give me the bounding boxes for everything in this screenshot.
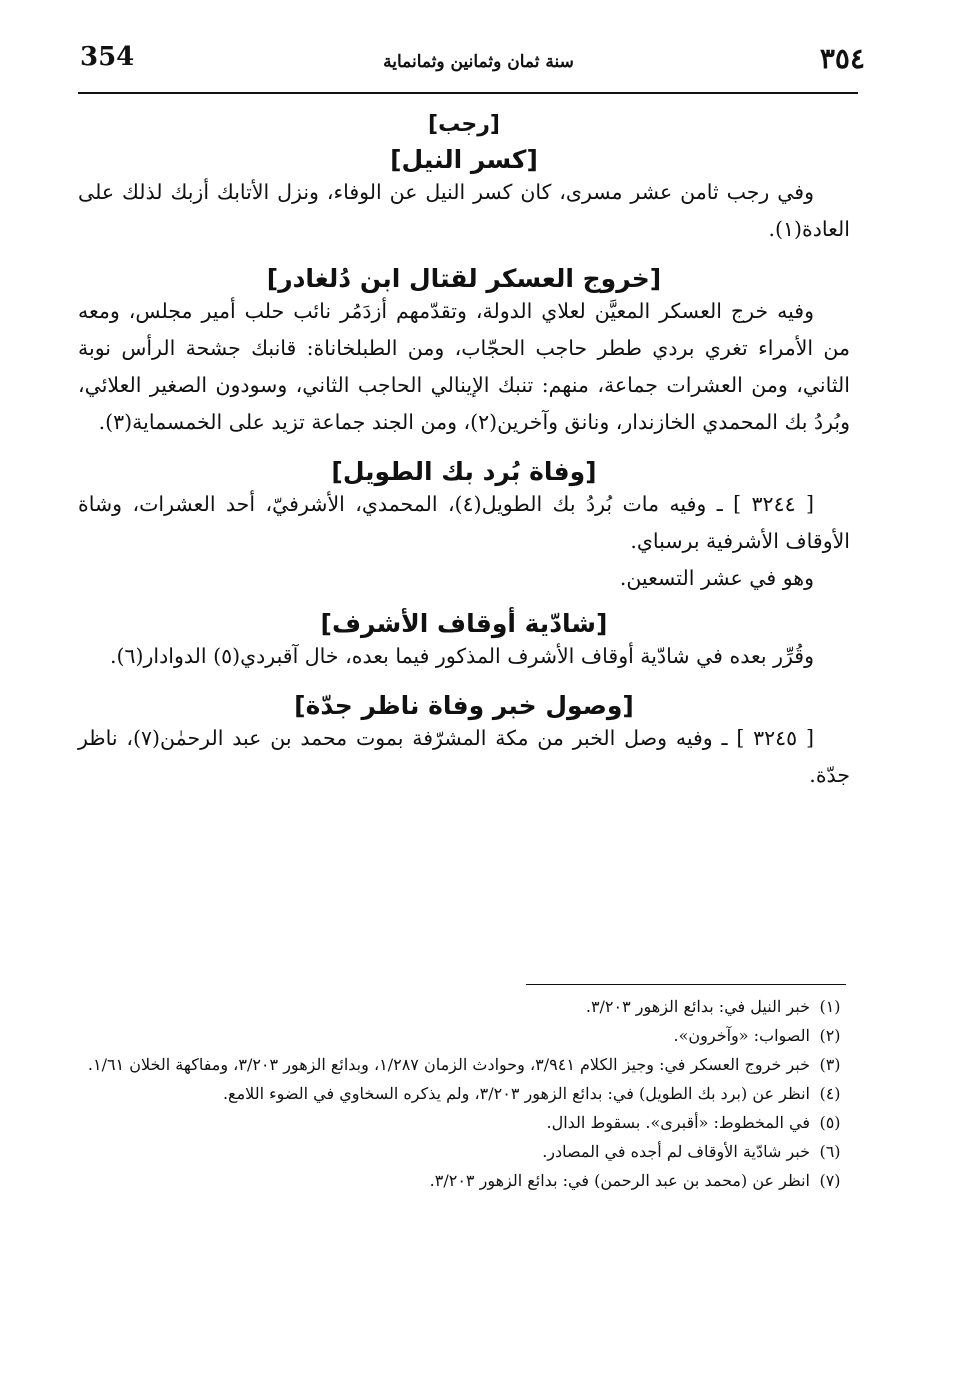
page-number-latin: 354: [80, 42, 135, 72]
footnote-item: [78, 1050, 850, 1079]
footnote-number: (٢): [819, 1026, 841, 1045]
footnote-item: [78, 1137, 850, 1166]
paragraph-age: وهو في عشر التسعين.: [619, 566, 814, 590]
footnotes: [78, 992, 850, 1195]
paragraph-death-burdbak: [ ٣٢٤٤ ] ـ وفيه مات بُردُ بك الطويل(٤)، المحمدي، الأشرفيّ، أحد العشرات، وشاة الأوقاف الأشرفية برسباي.: [78, 492, 850, 553]
footnote-text: في المخطوط: «أقبرى». بسقوط الدال.: [546, 1113, 810, 1132]
footnote-number: (٦): [819, 1142, 841, 1161]
footnote-item: [78, 1108, 850, 1137]
section-heading-army: [خروج العسكر لقتال ابن دُلغادر]: [266, 264, 662, 293]
footnote-text: خبر خروج العسكر في: وجيز الكلام ٣/٩٤١، وحوادث الزمان ١/٢٨٧، وبدائع الزهور ٣/٢٠٣، ومفاكهة الخلان ١/٦١.: [87, 1055, 810, 1074]
header-rule: [78, 92, 858, 94]
footnote-text: انظر عن (برد بك الطويل) في: بدائع الزهور ٣/٢٠٣، ولم يذكره السخاوي في الضوء اللامع.: [222, 1084, 810, 1103]
section-heading-death-burdbak: [وفاة بُرد بك الطويل]: [331, 457, 597, 486]
footnote-text: خبر شادّية الأوقاف لم أجده في المصادر.: [542, 1142, 810, 1161]
footnote-text: الصواب: «وآخرون».: [673, 1026, 810, 1045]
footnote-number: (٤): [819, 1084, 841, 1103]
paragraph-awqaf: وقُرِّر بعده في شادّية أوقاف الأشرف المذكور فيما بعده، خال آقبردي(٥) الدوادار(٦).: [110, 644, 814, 668]
page-number-arabic: ٣٥٤: [819, 42, 865, 75]
footnote-rule: [526, 984, 846, 985]
main-text: [78, 112, 850, 794]
section-heading-nile: [كسر النيل]: [390, 145, 538, 174]
paragraph-nile: وفي رجب ثامن عشر مسرى، كان كسر النيل عن الوفاء، ونزل الأتابك أزبك لذلك على العادة(١).: [78, 180, 850, 241]
section-heading-awqaf: [شادّية أوقاف الأشرف]: [320, 609, 608, 638]
footnote-item: [78, 1021, 850, 1050]
footnote-text: انظر عن (محمد بن عبد الرحمن) في: بدائع الزهور ٣/٢٠٣.: [429, 1171, 810, 1190]
footnote-item: [78, 1079, 850, 1108]
footnote-text: خبر النيل في: بدائع الزهور ٣/٢٠٣.: [585, 997, 810, 1016]
paragraph-jeddah: [ ٣٢٤٥ ] ـ وفيه وصل الخبر من مكة المشرّفة بموت محمد بن عبد الرحمٰن(٧)، ناظر جدّة.: [78, 726, 850, 787]
footnote-number: (٧): [819, 1171, 841, 1190]
footnote-number: (٥): [819, 1113, 841, 1132]
footnote-item: [78, 1166, 850, 1195]
section-heading-jeddah: [وصول خبر وفاة ناظر جدّة]: [294, 691, 634, 720]
section-heading-rajab: [رجب]: [428, 112, 500, 137]
paragraph-army: وفيه خرج العسكر المعيَّن لعلاي الدولة، وتقدّمهم أزدَمُر نائب حلب أمير مجلس، ومعه من الأمراء تغري بردي ططر حاجب الحجّاب، ومن الطبلخاناة: قانبك جشحة الرأس نوبة الثاني، ومن العشرات جماعة، منهم: تنبك الإينالي الحاجب الثاني، وسودون الصغير العلائي، وبُردُ بك المحمدي الخازندار، ونانق وآخرين(٢)، ومن الجند جماعة تزيد على الخمسماية(٣).: [78, 299, 850, 434]
footnote-number: (١): [819, 997, 841, 1016]
running-header-title: سنة ثمان وثمانين وثمانماية: [383, 52, 574, 72]
footnote-item: [78, 992, 850, 1021]
footnote-number: (٣): [819, 1055, 841, 1074]
